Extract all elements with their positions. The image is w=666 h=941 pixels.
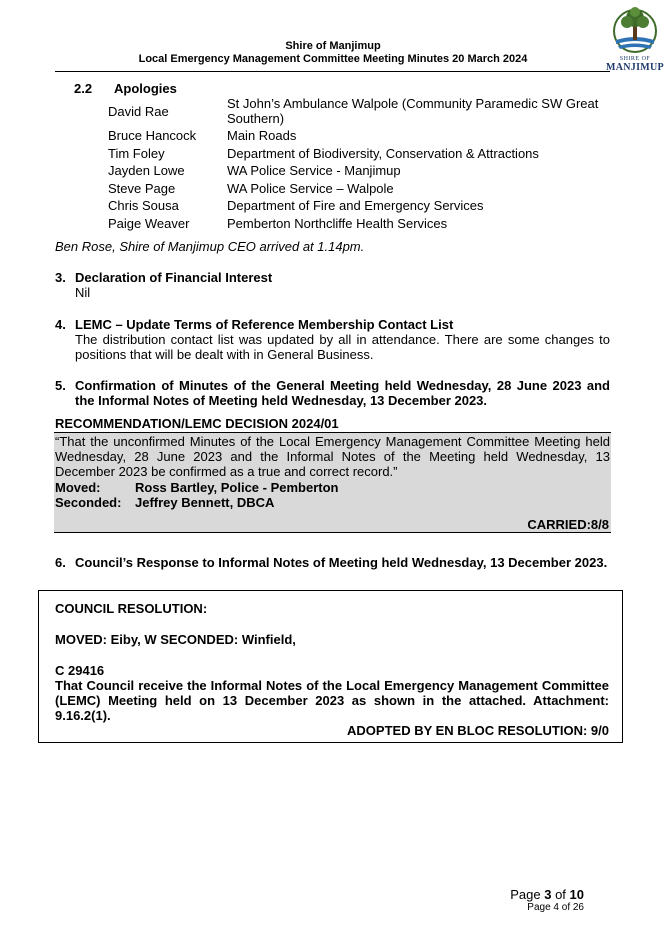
recommendation-heading: RECOMMENDATION/LEMC DECISION 2024/01 bbox=[55, 416, 339, 431]
section-number: 5. bbox=[55, 378, 66, 393]
apology-org: Department of Biodiversity, Conservation & Attractions bbox=[227, 146, 539, 161]
apology-org: WA Police Service – Walpole bbox=[227, 181, 394, 196]
section-body: Nil bbox=[75, 285, 91, 300]
section-title: Council’s Response to Informal Notes of Meeting held Wednesday, 13 December 2023. bbox=[75, 555, 608, 570]
apology-name: David Rae bbox=[108, 104, 169, 119]
council-resolution-text: That Council receive the Informal Notes of the Local Emergency Management Committee (LEMC) Meeting held on 13 December 2023 as shown in the attached. Attachment: 9.16.2(1). bbox=[55, 678, 609, 723]
page-of: of bbox=[555, 887, 566, 902]
section-lemc-update bbox=[55, 317, 610, 362]
moved-label: Moved: bbox=[55, 480, 101, 495]
section-council-response bbox=[55, 555, 610, 570]
adopted-status: ADOPTED BY EN BLOC RESOLUTION: 9/0 bbox=[347, 723, 609, 738]
apology-org: WA Police Service - Manjimup bbox=[227, 163, 401, 178]
seconded-row bbox=[55, 495, 274, 510]
apologies-title: Apologies bbox=[114, 81, 177, 96]
seconded-value: Jeffrey Bennett, DBCA bbox=[135, 495, 275, 510]
section-number: 4. bbox=[55, 317, 66, 332]
section-title: Confirmation of Minutes of the General Meeting held Wednesday, 28 June 2023 and the Informal Notes of Meeting held Wednesday, 13 December 2023. bbox=[75, 378, 610, 408]
page-total: 10 bbox=[569, 887, 584, 902]
apology-name: Tim Foley bbox=[108, 146, 165, 161]
page-number bbox=[510, 887, 584, 902]
apology-name: Paige Weaver bbox=[108, 216, 190, 231]
header-org: Shire of Manjimup bbox=[285, 40, 381, 52]
moved-value: Ross Bartley, Police - Pemberton bbox=[135, 480, 339, 495]
shire-logo bbox=[606, 4, 664, 78]
section-declaration bbox=[55, 270, 610, 300]
council-heading: COUNCIL RESOLUTION: bbox=[55, 601, 208, 616]
council-ref: C 29416 bbox=[55, 663, 105, 678]
apology-org: Pemberton Northcliffe Health Services bbox=[227, 216, 448, 231]
section-confirmation bbox=[55, 378, 610, 408]
apology-name: Chris Sousa bbox=[108, 198, 179, 213]
apology-org: Department of Fire and Emergency Services bbox=[227, 198, 484, 213]
section-number: 6. bbox=[55, 555, 66, 570]
recommendation-box bbox=[54, 432, 611, 533]
section-number: 3. bbox=[55, 270, 66, 285]
logo-small-text: SHIRE OF bbox=[619, 56, 651, 62]
page-sub-number: Page 4 of 26 bbox=[527, 902, 584, 913]
section-title: LEMC – Update Terms of Reference Membership Contact List bbox=[75, 317, 454, 332]
section-title: Declaration of Financial Interest bbox=[75, 270, 273, 285]
tree-emblem-icon bbox=[606, 4, 664, 56]
apology-name: Jayden Lowe bbox=[108, 163, 185, 178]
apology-org: Main Roads bbox=[227, 128, 297, 143]
logo-name-text: MANJIMUP bbox=[606, 62, 664, 73]
moved-row bbox=[55, 480, 339, 495]
apology-org: St John’s Ambulance Walpole (Community Paramedic SW Great Southern) bbox=[227, 96, 599, 126]
carried-status: CARRIED:8/8 bbox=[527, 517, 609, 532]
page-current: 3 bbox=[544, 887, 552, 902]
page-label: Page bbox=[510, 887, 541, 902]
council-resolution-box bbox=[38, 590, 623, 743]
apology-name: Bruce Hancock bbox=[108, 128, 197, 143]
recommendation-text: “That the unconfirmed Minutes of the Local Emergency Management Committee Meeting held Wednesday, 28 June 2023 and the Informal Notes of the Meeting held Wednesday, 13 December 2023 be confirmed as a true and correct record.” bbox=[55, 434, 610, 479]
page-header bbox=[0, 40, 666, 66]
seconded-label: Seconded: bbox=[55, 495, 122, 510]
apologies-number: 2.2 bbox=[74, 81, 93, 96]
council-moved: MOVED: Eiby, W SECONDED: Winfield, bbox=[55, 632, 296, 647]
section-body: The distribution contact list was updated by all in attendance. There are some changes to positions that will be dealt with in General Business. bbox=[75, 332, 610, 362]
header-divider bbox=[55, 71, 610, 72]
header-meeting-title: Local Emergency Management Committee Meeting Minutes 20 March 2024 bbox=[138, 53, 528, 65]
apology-name: Steve Page bbox=[108, 181, 176, 196]
arrival-note: Ben Rose, Shire of Manjimup CEO arrived at 1.14pm. bbox=[55, 239, 365, 254]
